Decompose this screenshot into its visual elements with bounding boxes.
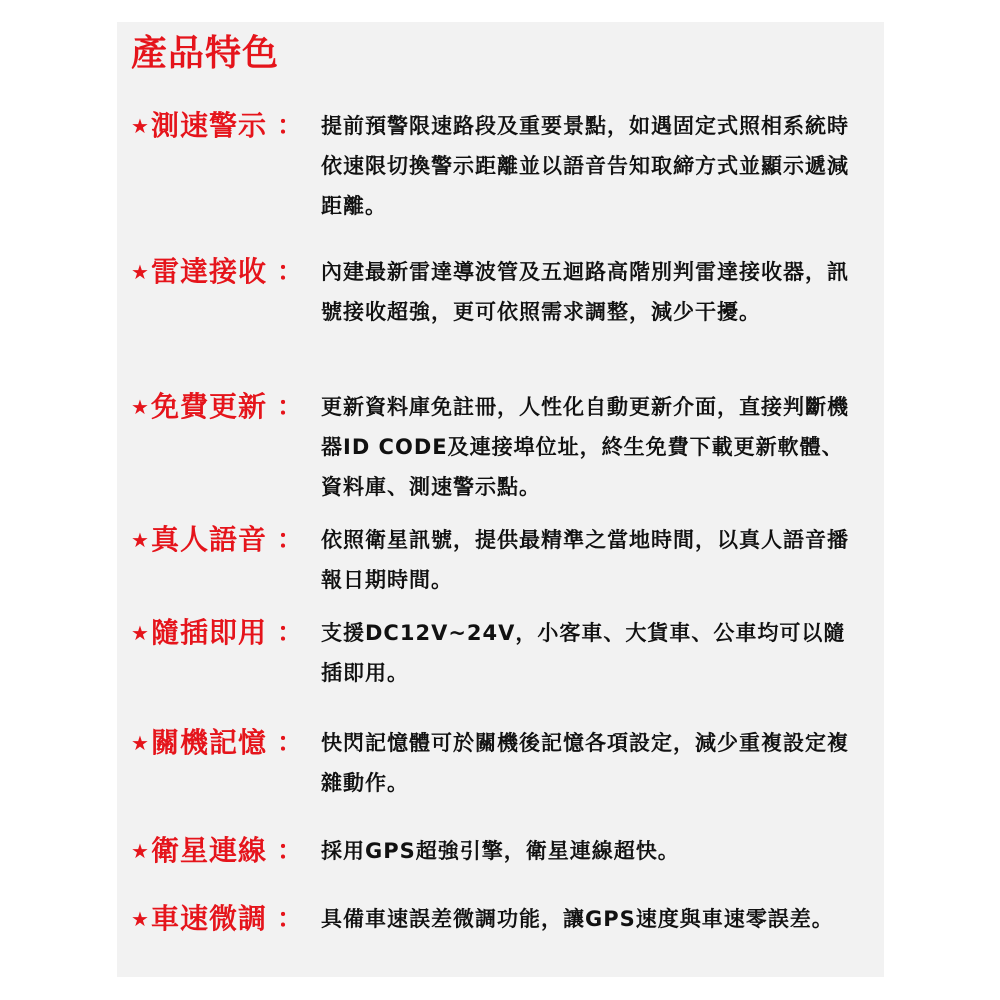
- star-icon: ★: [131, 621, 149, 645]
- star-icon: ★: [131, 395, 149, 419]
- colon: ：: [276, 525, 303, 555]
- feature-title: 真人語音: [150, 523, 267, 556]
- feature-title-row: [131, 252, 303, 292]
- feature-panel: [117, 22, 884, 977]
- star-icon: ★: [131, 907, 149, 931]
- colon: ：: [276, 257, 303, 287]
- star-icon: ★: [131, 839, 149, 863]
- feature-description: 內建最新雷達導波管及五迴路高階別判雷達接收器，訊號接收超強，更可依照需求調整，減少干擾。: [321, 260, 849, 324]
- feature-title: 免費更新: [150, 390, 267, 423]
- feature-title-row: [131, 387, 303, 427]
- star-icon: ★: [131, 528, 149, 552]
- feature-title-row: [131, 106, 303, 146]
- feature-description: 更新資料庫免註冊，人性化自動更新介面，直接判斷機器ID CODE及連接埠位址，終生免費下載更新軟體、資料庫、測速警示點。: [321, 395, 849, 499]
- page-title: 產品特色: [131, 33, 280, 74]
- feature-title: 關機記憶: [150, 726, 267, 759]
- feature-title: 測速警示: [150, 109, 267, 142]
- star-icon: ★: [131, 260, 149, 284]
- colon: ：: [276, 392, 303, 422]
- feature-title: 隨插即用: [150, 616, 267, 649]
- feature-title-row: [131, 613, 303, 653]
- colon: ：: [276, 728, 303, 758]
- colon: ：: [276, 904, 303, 934]
- colon: ：: [276, 111, 303, 141]
- feature-title: 雷達接收: [150, 255, 267, 288]
- feature-description: 依照衛星訊號，提供最精準之當地時間，以真人語音播報日期時間。: [321, 528, 849, 592]
- feature-description: 支援DC12V~24V，小客車、大貨車、公車均可以隨插即用。: [321, 621, 846, 685]
- feature-title-row: [131, 520, 303, 560]
- feature-description: 採用GPS超強引擎，衛星連線超快。: [321, 839, 680, 863]
- star-icon: ★: [131, 114, 149, 138]
- star-icon: ★: [131, 731, 149, 755]
- feature-title: 車速微調: [150, 902, 267, 935]
- feature-title-row: [131, 899, 303, 939]
- feature-title-row: [131, 723, 303, 763]
- feature-description: 提前預警限速路段及重要景點，如遇固定式照相系統時依速限切換警示距離並以語音告知取締方式並顯示遞減距離。: [321, 114, 849, 218]
- feature-title: 衛星連線: [150, 834, 267, 867]
- feature-description: 具備車速誤差微調功能，讓GPS速度與車速零誤差。: [321, 907, 834, 931]
- feature-description: 快閃記憶體可於關機後記憶各項設定，減少重複設定複雜動作。: [321, 731, 849, 795]
- colon: ：: [276, 836, 303, 866]
- feature-title-row: [131, 831, 303, 871]
- colon: ：: [276, 618, 303, 648]
